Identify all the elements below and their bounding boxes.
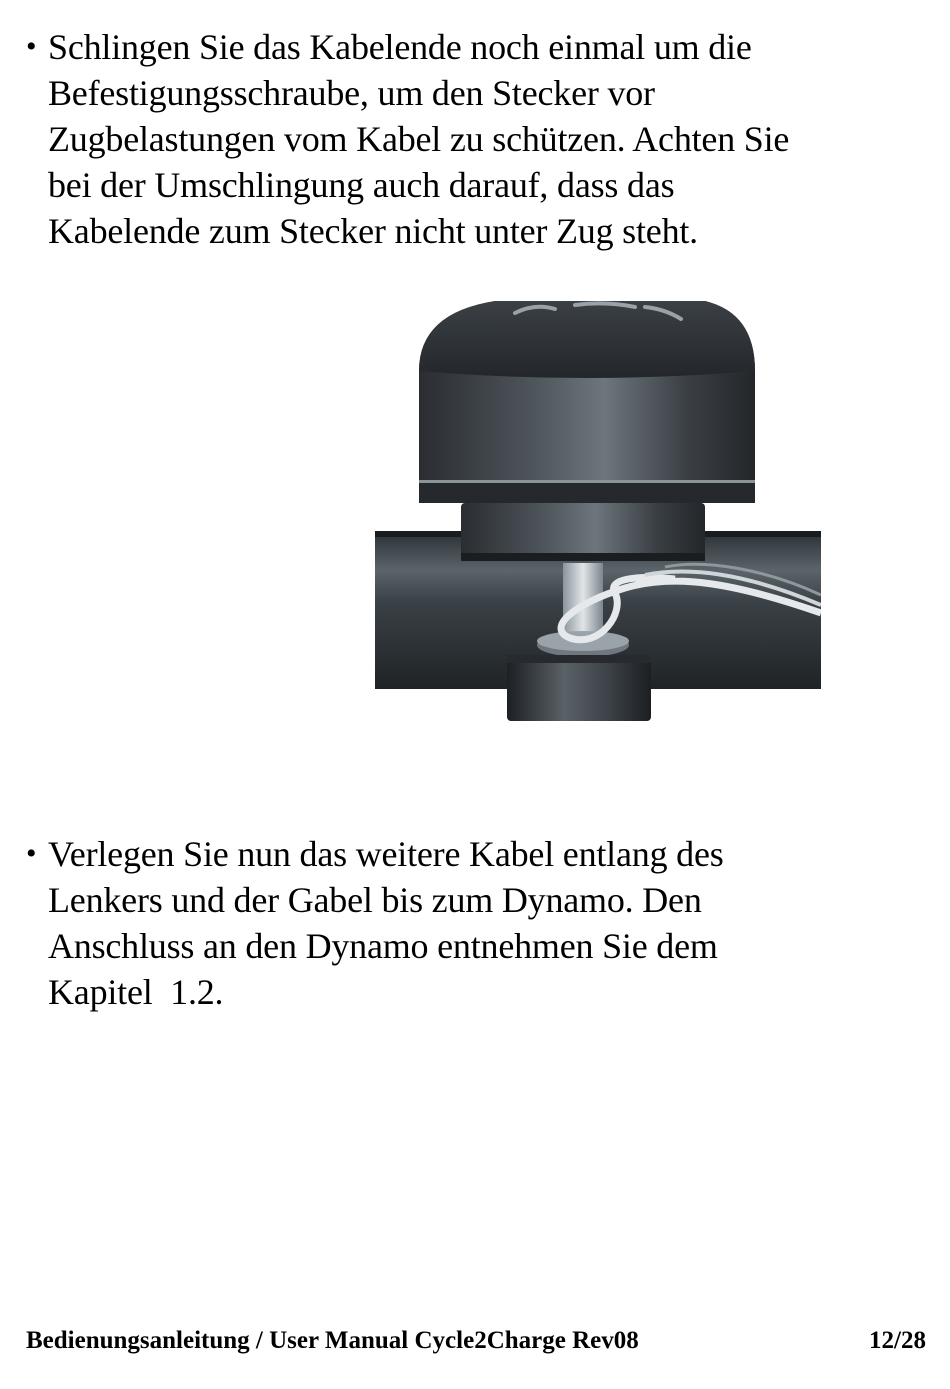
text-line: Schlingen Sie das Kabelende noch einmal um die (48, 27, 752, 67)
lock-nut (507, 655, 651, 721)
text-line: Lenkers und der Gabel bis zum Dynamo. Den (48, 880, 702, 920)
text-line: Anschluss an den Dynamo entnehmen Sie dem (48, 926, 718, 966)
instruction-bullet-1 (26, 24, 906, 254)
cap-collar (461, 503, 705, 561)
footer-title: Bedienungsanleitung / User Manual Cycle2Charge Rev08 (26, 1327, 639, 1354)
instruction-bullet-2 (26, 831, 906, 1015)
page-footer (26, 1326, 926, 1356)
text-line: Zugbelastungen vom Kabel zu schützen. Achten Sie (48, 119, 790, 159)
text-line: Verlegen Sie nun das weitere Kabel entlang des (48, 834, 724, 874)
text-line: Befestigungsschraube, um den Stecker vor (48, 73, 655, 113)
bullet-marker: • (26, 30, 37, 63)
text-line: Kapitel 1.2. (48, 972, 224, 1012)
bullet-marker: • (26, 837, 37, 870)
connector-photo (375, 283, 821, 723)
text-line: Kabelende zum Stecker nicht unter Zug steht. (48, 211, 698, 251)
instruction-text-2 (48, 831, 724, 1015)
instruction-text-1 (48, 24, 789, 254)
page-number: 12/28 (869, 1327, 926, 1354)
text-line: bei der Umschlingung auch darauf, dass das (48, 165, 675, 205)
